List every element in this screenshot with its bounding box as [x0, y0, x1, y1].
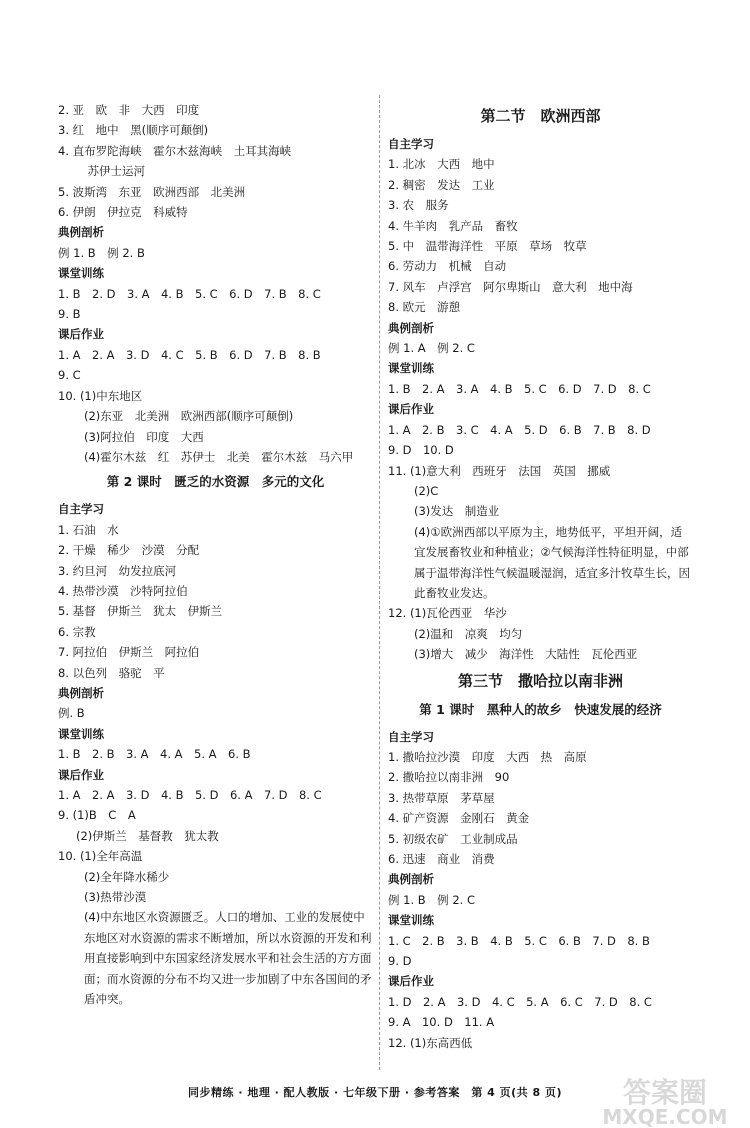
answer-line: 9. B — [58, 307, 81, 322]
subheading-kehou: 课后作业 — [388, 402, 434, 417]
subheading-zizhu: 自主学习 — [388, 729, 434, 744]
answer-line: 5. 波斯湾 东亚 欧洲西部 北美洲 — [58, 184, 246, 199]
answer-line: 6. 宗教 — [58, 624, 96, 639]
answer-line: 2. 稠密 发达 工业 — [388, 177, 495, 192]
answer-line: 1. A 2. A 3. D 4. C 5. B 6. D 7. B 8. B — [58, 347, 321, 362]
answer-line: 12. (1)东高西低 — [388, 1035, 473, 1050]
answer-line: 8. 欧元 游憩 — [388, 300, 461, 315]
answer-line: 4. 直布罗陀海峡 霍尔木兹海峡 土耳其海峡 — [58, 143, 292, 158]
lesson-title: 第 2 课时 匮乏的水资源 多元的文化 — [106, 474, 325, 490]
answer-line: 1. B 2. B 3. A 4. A 5. A 6. B — [58, 747, 251, 762]
answer-line: 4. 矿产资源 金刚石 黄金 — [388, 811, 530, 826]
subheading-ketang: 课堂训练 — [58, 726, 104, 741]
subheading-kehou: 课后作业 — [388, 974, 434, 989]
answer-line: 8. 以色列 骆驼 平 — [58, 665, 165, 680]
answer-line: 苏伊士运河 — [76, 164, 145, 179]
answer-line: (3)热带沙漠 — [84, 890, 147, 905]
answer-line: 9. A 10. D 11. A — [388, 1015, 495, 1030]
answer-line: 10. (1)全年高温 — [58, 849, 143, 864]
answer-line: (3)增大 减少 海洋性 大陆性 瓦伦西亚 — [414, 647, 638, 662]
answer-line: 6. 伊朗 伊拉克 科威特 — [58, 205, 188, 220]
left-column — [58, 100, 373, 1009]
watermark-logo — [580, 1072, 750, 1128]
answer-line: 1. B 2. D 3. A 4. B 5. C 6. D 7. B 8. C — [58, 286, 321, 301]
subheading-zizhu: 自主学习 — [58, 502, 104, 517]
answer-line: 1. B 2. A 3. A 4. B 5. C 6. D 7. D 8. C — [388, 381, 651, 396]
answer-line: (3)阿拉伯 印度 大西 — [84, 429, 204, 444]
answer-line: 3. 约旦河 幼发拉底河 — [58, 563, 177, 578]
answer-line: 1. 撒哈拉沙漠 印度 大西 热 高原 — [388, 749, 587, 764]
answer-line: 1. D 2. A 3. D 4. C 5. A 6. C 7. D 8. C — [388, 994, 652, 1009]
answer-line: 2. 亚 欧 非 大西 印度 — [58, 103, 200, 117]
subheading-ketang: 课堂训练 — [58, 266, 104, 281]
answer-line: 1. A 2. B 3. C 4. A 5. D 6. B 7. B 8. D — [388, 422, 651, 437]
answer-line: 1. A 2. A 3. D 4. B 5. D 6. A 7. D 8. C — [58, 788, 322, 802]
answer-line: 1. C 2. B 3. B 4. B 5. C 6. B 7. D 8. B — [388, 933, 650, 948]
subheading-kehou: 课后作业 — [58, 767, 104, 782]
answer-line: 例. B — [58, 706, 85, 721]
subheading-ketang: 课堂训练 — [388, 913, 434, 928]
watermark-text-top: 答案圈 — [622, 1076, 708, 1109]
answer-line: 2. 撒哈拉以南非洲 90 — [388, 770, 510, 785]
answer-line: (2)伊斯兰 基督教 犹太教 — [76, 828, 219, 843]
column-divider — [379, 95, 380, 1070]
page-footer: 同步精练 · 地理 · 配人教版 · 七年级下册 · 参考答案 第 4 页(共 8 页) — [187, 1086, 563, 1099]
lesson-title: 第 1 课时 黑种人的故乡 快速发展的经济 — [419, 701, 662, 717]
subheading-zizhu: 自主学习 — [388, 137, 434, 151]
answer-line: 3. 农 服务 — [388, 198, 449, 213]
answer-line: 9. (1)B C A — [58, 808, 136, 823]
watermark-text-bottom: MXQE.COM — [602, 1105, 728, 1128]
answer-line: 6. 劳动力 机械 自动 — [388, 259, 507, 274]
answer-line: 例 1. B 例 2. B — [58, 245, 145, 260]
answer-line: (2)全年降水稀少 — [84, 869, 170, 884]
answer-line: 3. 红 地中 黑(顺序可颠倒) — [58, 123, 209, 138]
answer-line: (3)发达 制造业 — [414, 504, 500, 519]
answer-line: 例 1. B 例 2. C — [388, 892, 475, 907]
right-column — [388, 100, 693, 1053]
answer-line: (2)温和 凉爽 均匀 — [414, 626, 523, 641]
answer-line: (4)霍尔木兹 红 苏伊士 北美 霍尔木兹 马六甲 — [84, 449, 354, 464]
answer-line: 2. 干燥 稀少 沙漠 分配 — [58, 543, 200, 558]
answer-line: 9. C — [58, 368, 81, 383]
answer-line: 1. 北冰 大西 地中 — [388, 157, 495, 172]
answer-line: 5. 中 温带海洋性 平原 草场 牧草 — [388, 239, 587, 254]
answer-line: 7. 风车 卢浮宫 阿尔卑斯山 意大利 地中海 — [388, 279, 633, 294]
answer-line: 5. 基督 伊斯兰 犹太 伊斯兰 — [58, 604, 223, 619]
answer-line: 5. 初级农矿 工业制成品 — [388, 831, 518, 846]
answer-line: (2)C — [414, 483, 439, 498]
answer-line: 11. (1)意大利 西班牙 法国 英国 挪威 — [388, 463, 611, 478]
subheading-dianli: 典例剖析 — [58, 685, 104, 700]
subheading-dianli: 典例剖析 — [388, 320, 434, 335]
section-title: 第三节 撒哈拉以南非洲 — [457, 671, 623, 690]
answer-line: 例 1. A 例 2. C — [388, 341, 475, 356]
answer-paragraph: (4)中东地区水资源匮乏。人口的增加、工业的发展使中东地区对水资源的需求不断增加，所以水资源的开发和利用直接影响到中东国家经济发展水平和社会生活的方方面面；而水资源的分布不均又进一步加剧了中东各国间的矛盾冲突。 — [84, 910, 372, 1007]
answer-line: 3. 热带草原 茅草屋 — [388, 790, 495, 805]
section-title: 第二节 欧洲西部 — [480, 107, 601, 125]
answer-line: 4. 热带沙漠 沙特阿拉伯 — [58, 583, 188, 598]
answer-line: (2)东亚 北美洲 欧洲西部(顺序可颠倒) — [84, 409, 294, 424]
answer-paragraph: (4)①欧洲西部以平原为主，地势低平，平坦开阔，适宜发展畜牧业和种植业；②气候海洋性特征明显，中部属于温带海洋性气候温暖湿润，适宜多汁牧草生长，因此畜牧业发达。 — [414, 524, 690, 600]
answer-line: 12. (1)瓦伦西亚 华沙 — [388, 606, 507, 621]
subheading-dianli: 典例剖析 — [58, 225, 104, 240]
answer-line: 6. 迅速 商业 消费 — [388, 852, 495, 866]
answer-line: 9. D 10. D — [388, 443, 454, 458]
answer-line: 1. 石油 水 — [58, 522, 119, 537]
answer-line: 4. 牛羊肉 乳产品 畜牧 — [388, 218, 518, 233]
answer-line: 9. D — [388, 954, 412, 969]
subheading-ketang: 课堂训练 — [388, 361, 434, 376]
subheading-kehou: 课后作业 — [58, 327, 104, 342]
answer-line: 7. 阿拉伯 伊斯兰 阿拉伯 — [58, 645, 200, 660]
subheading-dianli: 典例剖析 — [388, 872, 434, 887]
answer-line: 10. (1)中东地区 — [58, 388, 143, 403]
